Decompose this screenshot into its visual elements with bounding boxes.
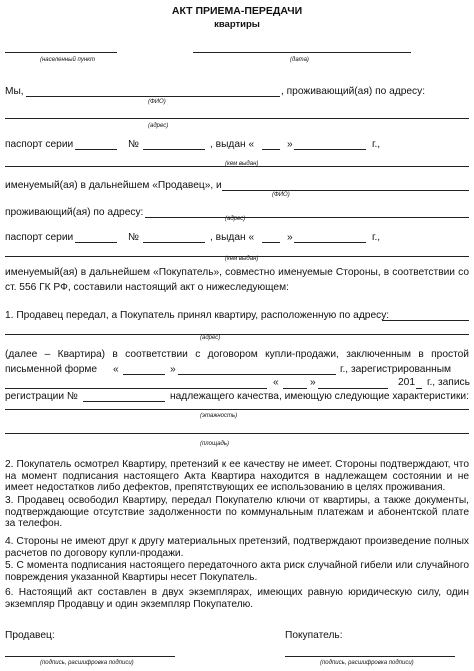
passport-series-label: паспорт серии	[5, 139, 74, 150]
address-caption: (адрес)	[148, 123, 169, 129]
paragraph-3: 3. Продавец освободил Квартиру, передал Покупателю ключи от квартиры, а также документы, подтверждающие отсутствие задолженности по коммунальным платежам и абонентской плате за телефон.	[5, 495, 469, 530]
issued-by-caption-2: (кем выдан)	[225, 256, 259, 262]
place-line[interactable]	[5, 52, 117, 53]
registered-year-end: г., запись	[427, 377, 470, 388]
buyer-signature-label: Покупатель:	[285, 630, 343, 641]
residing-label: , проживающий(ая) по адресу:	[281, 86, 426, 97]
area-caption: (площадь)	[200, 441, 230, 447]
apartment-address-caption: (адрес)	[200, 335, 221, 341]
passport-series-line-2[interactable]	[75, 242, 117, 243]
quality-text: надлежащего качества, имеющую следующие характеристики:	[170, 391, 469, 402]
issued-day-line[interactable]	[262, 149, 280, 150]
buyer-address-line[interactable]	[145, 217, 469, 218]
seller-signature-label: Продавец:	[5, 630, 55, 641]
floor-line[interactable]	[5, 409, 469, 410]
registered-quote-open: «	[273, 377, 279, 388]
apartment-text-2a: письменной форме	[5, 364, 98, 375]
passport-series-line[interactable]	[75, 149, 117, 150]
paragraph-6: 6. Настоящий акт составлен в двух экземплярах, имеющих равную юридическую силу, один экземпляр Продавцу и один экземпляр Покупателю.	[5, 587, 469, 610]
issued-by-caption: (кем выдан)	[225, 161, 259, 167]
registered-day-line[interactable]	[283, 388, 307, 389]
passport-number-line[interactable]	[143, 149, 205, 150]
issued-day-line-2[interactable]	[262, 242, 280, 243]
document-subtitle: квартиры	[214, 19, 260, 30]
passport-number-sign: №	[128, 139, 139, 150]
buyer-signature-line[interactable]	[285, 656, 455, 657]
contract-day-line[interactable]	[123, 374, 165, 375]
apartment-text-1: (далее – Квартира) в соответствии с договором купли-продажи, заключенным в простой	[5, 349, 469, 360]
seller-name-line[interactable]	[26, 96, 280, 97]
date-line[interactable]	[193, 52, 411, 53]
area-line[interactable]	[5, 433, 469, 434]
fio-caption: (ФИО)	[148, 99, 166, 105]
registered-quote-close: »	[310, 377, 316, 388]
registration-number-label: регистрации №	[5, 391, 78, 402]
residing-label-2: проживающий(ая) по адресу:	[5, 207, 144, 218]
date-caption: (дата)	[290, 57, 309, 63]
contract-quote-close: »	[170, 364, 176, 375]
apartment-address-line-2[interactable]	[5, 334, 469, 335]
seller-signature-caption: (подпись, расшифровка подписи)	[40, 660, 134, 666]
registered-month-line[interactable]	[318, 388, 388, 389]
contract-month-line[interactable]	[178, 374, 336, 375]
paragraph-4: 4. Стороны не имеют друг к другу материальных претензий, подтверждают произведение полных расчетов по договору купли-продажи.	[5, 536, 469, 559]
issued-label: , выдан «	[210, 139, 255, 150]
issued-label-2: , выдан «	[210, 232, 255, 243]
paragraph-5: 5. С момента подписания настоящего передаточного акта риск случайной гибели или случайного повреждения указанной Квартиры несет Покупатель.	[5, 560, 469, 583]
registered-year: 201	[398, 377, 415, 388]
buyer-named-text-2: ст. 556 ГК РФ, составили настоящий акт о нижеследующем:	[5, 282, 289, 293]
document-title: АКТ ПРИЕМА-ПЕРЕДАЧИ	[171, 5, 303, 17]
seller-address-line[interactable]	[5, 118, 469, 119]
paragraph-1: 1. Продавец передал, а Покупатель принял квартиру, расположенную по адресу:	[5, 310, 390, 321]
place-caption: (населенный пункт	[40, 57, 96, 63]
issued-year-suffix: г.,	[372, 139, 381, 150]
issued-month-line-2[interactable]	[294, 242, 366, 243]
floor-caption: (этажность)	[200, 413, 238, 419]
address-caption-2: (адрес)	[225, 216, 246, 222]
issued-quote-close-2: »	[287, 232, 293, 243]
registration-number-line[interactable]	[83, 401, 165, 402]
passport-number-line-2[interactable]	[143, 242, 205, 243]
seller-named-text: именуемый(ая) в дальнейшем «Продавец», и	[5, 180, 222, 191]
passport-number-sign-2: №	[128, 232, 139, 243]
we-label: Мы,	[5, 86, 24, 97]
seller-signature-line[interactable]	[5, 656, 175, 657]
fio-caption-2: (ФИО)	[272, 192, 290, 198]
contract-quote-open: «	[113, 364, 119, 375]
issued-month-line[interactable]	[294, 149, 366, 150]
registered-year-line[interactable]	[416, 388, 422, 389]
issued-quote-close: »	[287, 139, 293, 150]
registered-by-line[interactable]	[5, 388, 267, 389]
buyer-signature-caption: (подпись, расшифровка подписи)	[320, 660, 414, 666]
buyer-named-text-1: именуемый(ая) в дальнейшем «Покупатель», совместно именуемые Стороны, в соответствии со	[5, 267, 469, 278]
issued-year-suffix-2: г.,	[372, 232, 381, 243]
buyer-name-line[interactable]	[222, 190, 469, 191]
passport-series-label-2: паспорт серии	[5, 232, 74, 243]
apartment-address-line-1[interactable]	[382, 320, 469, 321]
paragraph-2: 2. Покупатель осмотрел Квартиру, претензий к ее качеству не имеет. Стороны подтверждают, что на момент подписания настоящего Акта Квартира находится в надлежащем состоянии и не имеет недостатков либо дефектов, препятствующих ее использованию в целях проживания.	[5, 459, 469, 494]
apartment-text-2b: г., зарегистрированным	[340, 364, 452, 375]
